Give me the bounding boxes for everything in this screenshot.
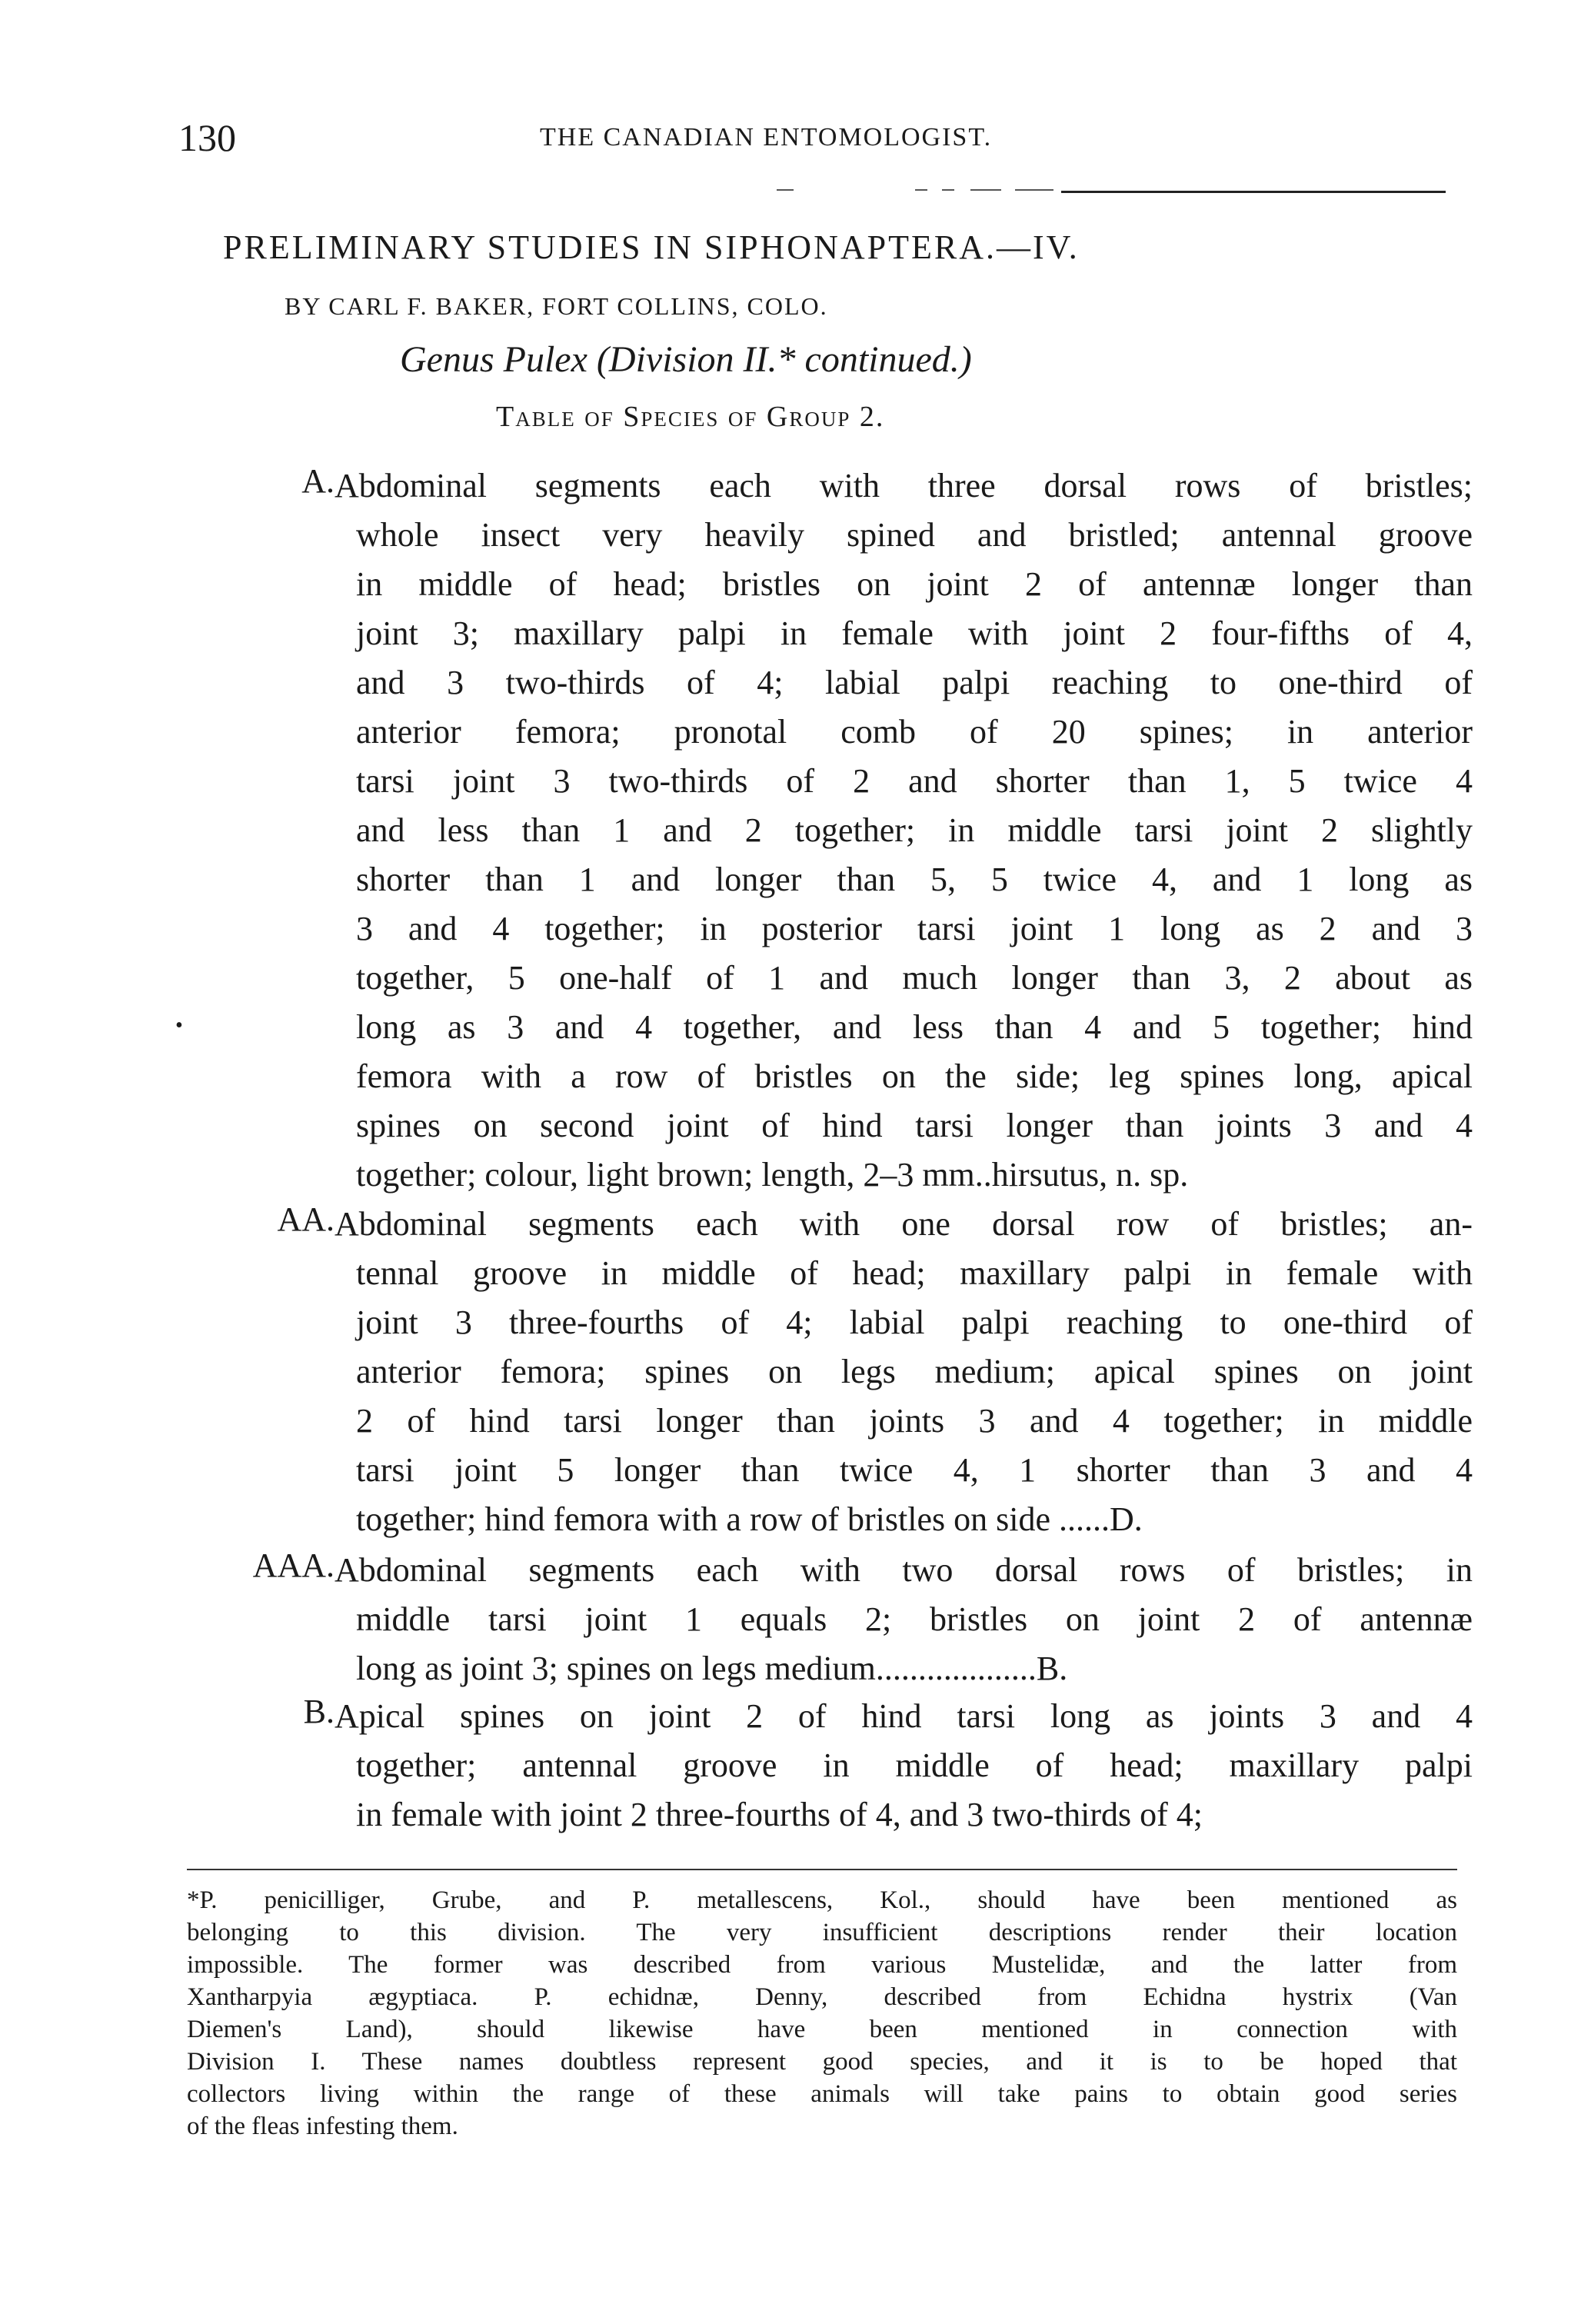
entry-label: AAA.: [252, 1547, 335, 1584]
text-line: spines on second joint of hind tarsi longer than joints 3 and 4: [356, 1107, 1473, 1144]
entry-label: AA.: [277, 1200, 335, 1238]
text-line: long as 3 and 4 together, and less than 4 and 5 together; hind: [356, 1008, 1473, 1046]
byline: BY CARL F. BAKER, FORT COLLINS, COLO.: [285, 292, 828, 320]
header-rule-dash: [1015, 189, 1053, 191]
text-line: Abdominal segments each with two dorsal rows of bristles; in: [335, 1551, 1473, 1589]
entry-text: [335, 1200, 1473, 1544]
footnote-line: *P. penicilliger, Grube, and P. metallescens, Kol., should have been mentioned as: [187, 1886, 1457, 1914]
entry-text: [335, 1546, 1473, 1693]
text-line: 3 and 4 together; in posterior tarsi joint 1 long as 2 and 3: [356, 910, 1473, 947]
footnote-line: belonging to this division. The very insufficient descriptions render their location: [187, 1919, 1457, 1946]
footnote-line: impossible. The former was described from various Mustelidæ, and the latter from: [187, 1951, 1457, 1979]
footnote-line: Division I. These names doubtless represent good species, and it is to be hoped that: [187, 2048, 1457, 2076]
article-title: PRELIMINARY STUDIES IN SIPHONAPTERA.—IV.: [223, 228, 1080, 266]
entry-text: [335, 1692, 1473, 1840]
text-line: anterior femora; pronotal comb of 20 spines; in anterior: [356, 713, 1473, 751]
text-line: middle tarsi joint 1 equals 2; bristles on joint 2 of antennæ: [356, 1600, 1473, 1638]
entry-text: [335, 461, 1473, 1200]
header-rule-dash: [777, 189, 794, 191]
footnote-line: Diemen's Land), should likewise have been mentioned in connection with: [187, 2016, 1457, 2043]
page-number: 130: [178, 116, 236, 159]
text-line: in middle of head; bristles on joint 2 of antennæ longer than: [356, 565, 1473, 603]
running-head: [178, 115, 1455, 169]
text-line: shorter than 1 and longer than 5, 5 twice 4, and 1 long as: [356, 861, 1473, 898]
text-line: long as joint 3; spines on legs medium...................B.: [356, 1650, 1068, 1687]
entry-label: B.: [303, 1693, 335, 1730]
text-line: anterior femora; spines on legs medium; apical spines on joint: [356, 1353, 1473, 1390]
footnote-rule: [187, 1869, 1457, 1870]
text-line: together; hind femora with a row of bristles on side ......D.: [356, 1500, 1143, 1538]
journal-title: THE CANADIAN ENTOMOLOGIST.: [540, 123, 993, 151]
text-line: tarsi joint 3 two-thirds of 2 and shorter than 1, 5 twice 4: [356, 762, 1473, 800]
header-rule-dash: [970, 189, 1001, 191]
text-line: joint 3 three-fourths of 4; labial palpi reaching to one-third of: [356, 1304, 1473, 1341]
text-line: and 3 two-thirds of 4; labial palpi reaching to one-third of: [356, 664, 1473, 701]
text-line: Abdominal segments each with three dorsal rows of bristles;: [335, 467, 1473, 504]
text-line: 2 of hind tarsi longer than joints 3 and 4 together; in middle: [356, 1402, 1473, 1440]
footnote-line: collectors living within the range of these animals will take pains to obtain good series: [187, 2080, 1457, 2108]
text-line: tarsi joint 5 longer than twice 4, 1 shorter than 3 and 4: [356, 1451, 1473, 1489]
footnote-line: of the fleas infesting them.: [187, 2113, 458, 2140]
text-line: Apical spines on joint 2 of hind tarsi long as joints 3 and 4: [335, 1697, 1473, 1735]
footnote-line: Xantharpyia ægyptiaca. P. echidnæ, Denny, described from Echidna hystrix (Van: [187, 1983, 1457, 2011]
text-line: tennal groove in middle of head; maxillary palpi in female with: [356, 1254, 1473, 1292]
header-rule: [1061, 191, 1446, 193]
footnote: [187, 1884, 1457, 2143]
text-line: joint 3; maxillary palpi in female with joint 2 four-fifths of 4,: [356, 614, 1473, 652]
text-line: Abdominal segments each with one dorsal row of bristles; an-: [335, 1205, 1473, 1243]
stray-mark: •: [175, 1014, 183, 1037]
text-line: together; antennal groove in middle of head; maxillary palpi: [356, 1746, 1473, 1784]
table-title: Table of Species of Group 2.: [496, 401, 885, 433]
header-rule-dash: [915, 189, 927, 191]
text-line: in female with joint 2 three-fourths of 4, and 3 two-thirds of 4;: [356, 1796, 1203, 1833]
header-rule-dash: [942, 189, 954, 191]
text-line: and less than 1 and 2 together; in middle tarsi joint 2 slightly: [356, 811, 1473, 849]
text-line: femora with a row of bristles on the side; leg spines long, apical: [356, 1057, 1473, 1095]
text-line: together, 5 one-half of 1 and much longer than 3, 2 about as: [356, 959, 1473, 997]
genus-heading: Genus Pulex (Division II.* continued.): [400, 339, 972, 380]
entry-label: A.: [301, 462, 335, 500]
text-line: together; colour, light brown; length, 2–3 mm..hirsutus, n. sp.: [356, 1156, 1189, 1194]
text-line: whole insect very heavily spined and bristled; antennal groove: [356, 516, 1473, 554]
